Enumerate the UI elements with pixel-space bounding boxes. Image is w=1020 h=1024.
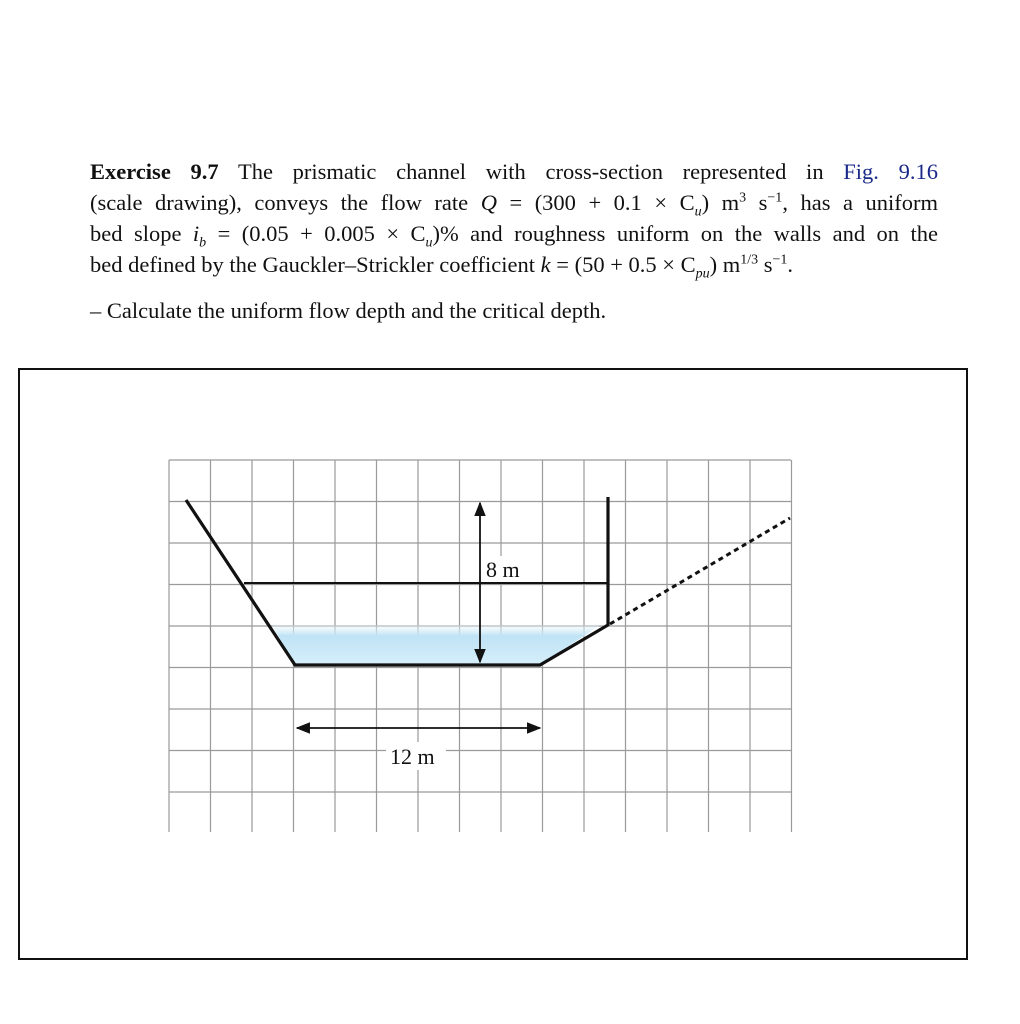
task-item: – Calculate the uniform flow depth and the critical depth. <box>90 298 607 323</box>
exercise-label: Exercise 9.7 <box>90 159 219 184</box>
math-exponent: 1/3 <box>740 252 759 268</box>
statement-text: = (0.05 + 0.005 × C <box>206 221 426 246</box>
statement-text: s <box>758 252 773 277</box>
math-subscript: u <box>425 235 433 251</box>
width-label: 12 m <box>390 744 435 769</box>
math-exponent: 3 <box>739 190 747 206</box>
statement-text: . <box>787 252 794 277</box>
statement-text: s <box>746 190 768 215</box>
statement-text: ) m <box>709 252 741 277</box>
statement-text: (scale drawing), conveys the flow rate <box>90 190 481 215</box>
figure-reference[interactable]: Fig. 9.16 <box>843 159 939 184</box>
height-label: 8 m <box>486 557 520 582</box>
statement-text: = (50 + 0.5 × C <box>550 252 696 277</box>
statement-text: bed defined by the Gauckler–Strickler coefficient <box>90 252 541 277</box>
math-subscript: pu <box>695 266 710 282</box>
statement-text: The prismatic channel with cross-section represented in <box>218 159 844 184</box>
math-subscript: u <box>694 204 702 220</box>
math-exponent: −1 <box>767 190 783 206</box>
math-symbol: Q <box>480 190 497 215</box>
water-area <box>272 620 608 665</box>
statement-text: )% and roughness uniform on the walls and on the <box>432 221 938 246</box>
statement-text: ) m <box>701 190 740 215</box>
dashed-extension-line <box>610 518 790 624</box>
statement-text: bed slope <box>90 221 193 246</box>
statement-text: , has a uniform <box>782 190 939 215</box>
math-exponent: −1 <box>772 252 788 268</box>
math-symbol: i <box>192 221 200 246</box>
statement-text: = (300 + 0.1 × C <box>496 190 695 215</box>
math-symbol: k <box>540 252 551 277</box>
math-subscript: b <box>199 235 207 251</box>
